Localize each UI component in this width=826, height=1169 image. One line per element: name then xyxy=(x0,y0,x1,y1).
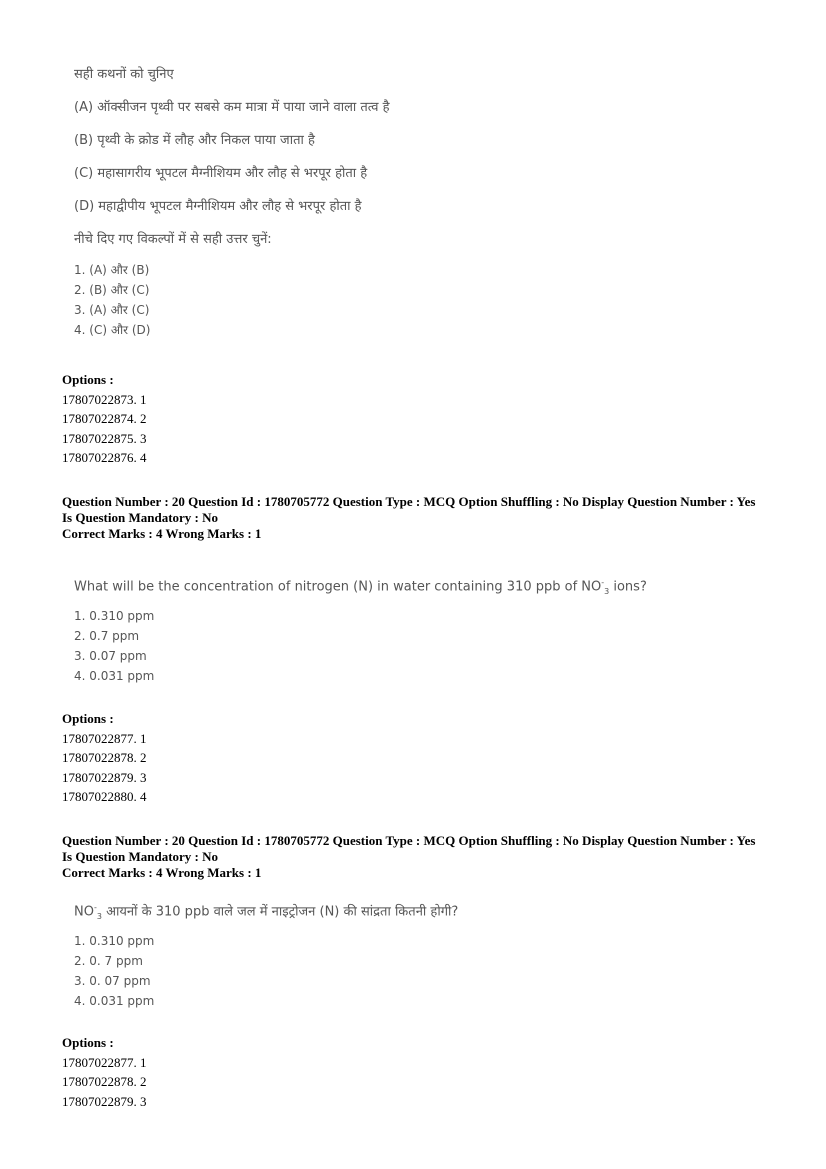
choice-2: 2. 0. 7 ppm xyxy=(74,954,143,968)
choice-2: 2. (B) और (C) xyxy=(74,283,150,297)
option-id-row: 17807022875. 3 xyxy=(62,430,147,446)
option-id-row: 17807022876. 4 xyxy=(62,450,147,465)
options-label: Options : xyxy=(62,1035,114,1050)
question-mandatory-line: Is Question Mandatory : No xyxy=(62,510,219,525)
question-image-hindi-statements xyxy=(74,64,390,340)
choice-3: 3. 0.07 ppm xyxy=(74,649,147,663)
choice-3: 3. 0. 07 ppm xyxy=(74,974,151,988)
question-image-hindi xyxy=(74,897,458,1011)
statement-b: (B) पृथ्वी के क्रोड में लौह और निकल पाया जाता है xyxy=(74,133,315,148)
options-list-question2 xyxy=(62,709,147,807)
option-id-row: 17807022878. 2 xyxy=(62,1074,147,1089)
question-prompt: नीचे दिए गए विकल्पों में से सही उत्तर चुनें: xyxy=(74,232,272,247)
choice-4: 4. (C) और (D) xyxy=(74,323,151,337)
choice-4: 4. 0.031 ppm xyxy=(74,669,155,683)
question-header-2 xyxy=(62,494,755,542)
question-header-3 xyxy=(62,833,755,881)
statement-c: (C) महासागरीय भूपटल मैग्नीशियम और लौह से भरपूर होता है xyxy=(74,166,368,181)
question-marks-line: Correct Marks : 4 Wrong Marks : 1 xyxy=(62,865,262,880)
statement-a: (A) ऑक्सीजन पृथ्वी पर सबसे कम मात्रा में पाया जाने वाला तत्व है xyxy=(74,100,390,115)
options-list-block1 xyxy=(62,370,147,468)
choice-1: 1. (A) और (B) xyxy=(74,263,150,277)
choice-3: 3. (A) और (C) xyxy=(74,303,150,317)
option-id-row: 17807022877. 1 xyxy=(62,1054,147,1070)
question-meta-line: Question Number : 20 Question Id : 1780705772 Question Type : MCQ Option Shuffling : No Display Question Number : Yes xyxy=(62,833,756,848)
choice-2: 2. 0.7 ppm xyxy=(74,629,140,643)
option-id-row: 17807022874. 2 xyxy=(62,411,147,426)
choice-4: 4. 0.031 ppm xyxy=(74,994,155,1008)
question-image-english xyxy=(74,572,647,686)
option-id-row: 17807022879. 3 xyxy=(62,1093,147,1109)
options-list-question3 xyxy=(62,1033,147,1111)
question-mandatory-line: Is Question Mandatory : No xyxy=(62,849,219,864)
statement-d: (D) महाद्वीपीय भूपटल मैग्नीशियम और लौह से भरपूर होता है xyxy=(74,199,362,214)
choice-1: 1. 0.310 ppm xyxy=(74,609,155,623)
option-id-row: 17807022877. 1 xyxy=(62,730,147,746)
choice-1: 1. 0.310 ppm xyxy=(74,934,155,948)
option-id-row: 17807022879. 3 xyxy=(62,769,147,785)
question-stem: What will be the concentration of nitrogen (N) in water containing 310 ppb of $NO^-_3$ ions? xyxy=(74,578,647,596)
question-marks-line: Correct Marks : 4 Wrong Marks : 1 xyxy=(62,526,262,541)
question-stem: $NO^-_3$ आयनों के 310 ppb वाले जल में नाइट्रोजन (N) की सांद्रता कितनी होगी? xyxy=(74,903,459,921)
options-label: Options : xyxy=(62,711,114,726)
option-id-row: 17807022880. 4 xyxy=(62,789,147,804)
option-id-row: 17807022878. 2 xyxy=(62,750,147,765)
question-instruction: सही कथनों को चुनिए xyxy=(74,67,174,82)
question-meta-line: Question Number : 20 Question Id : 1780705772 Question Type : MCQ Option Shuffling : No Display Question Number : Yes xyxy=(62,494,756,509)
option-id-row: 17807022873. 1 xyxy=(62,391,147,407)
options-label: Options : xyxy=(62,372,114,387)
